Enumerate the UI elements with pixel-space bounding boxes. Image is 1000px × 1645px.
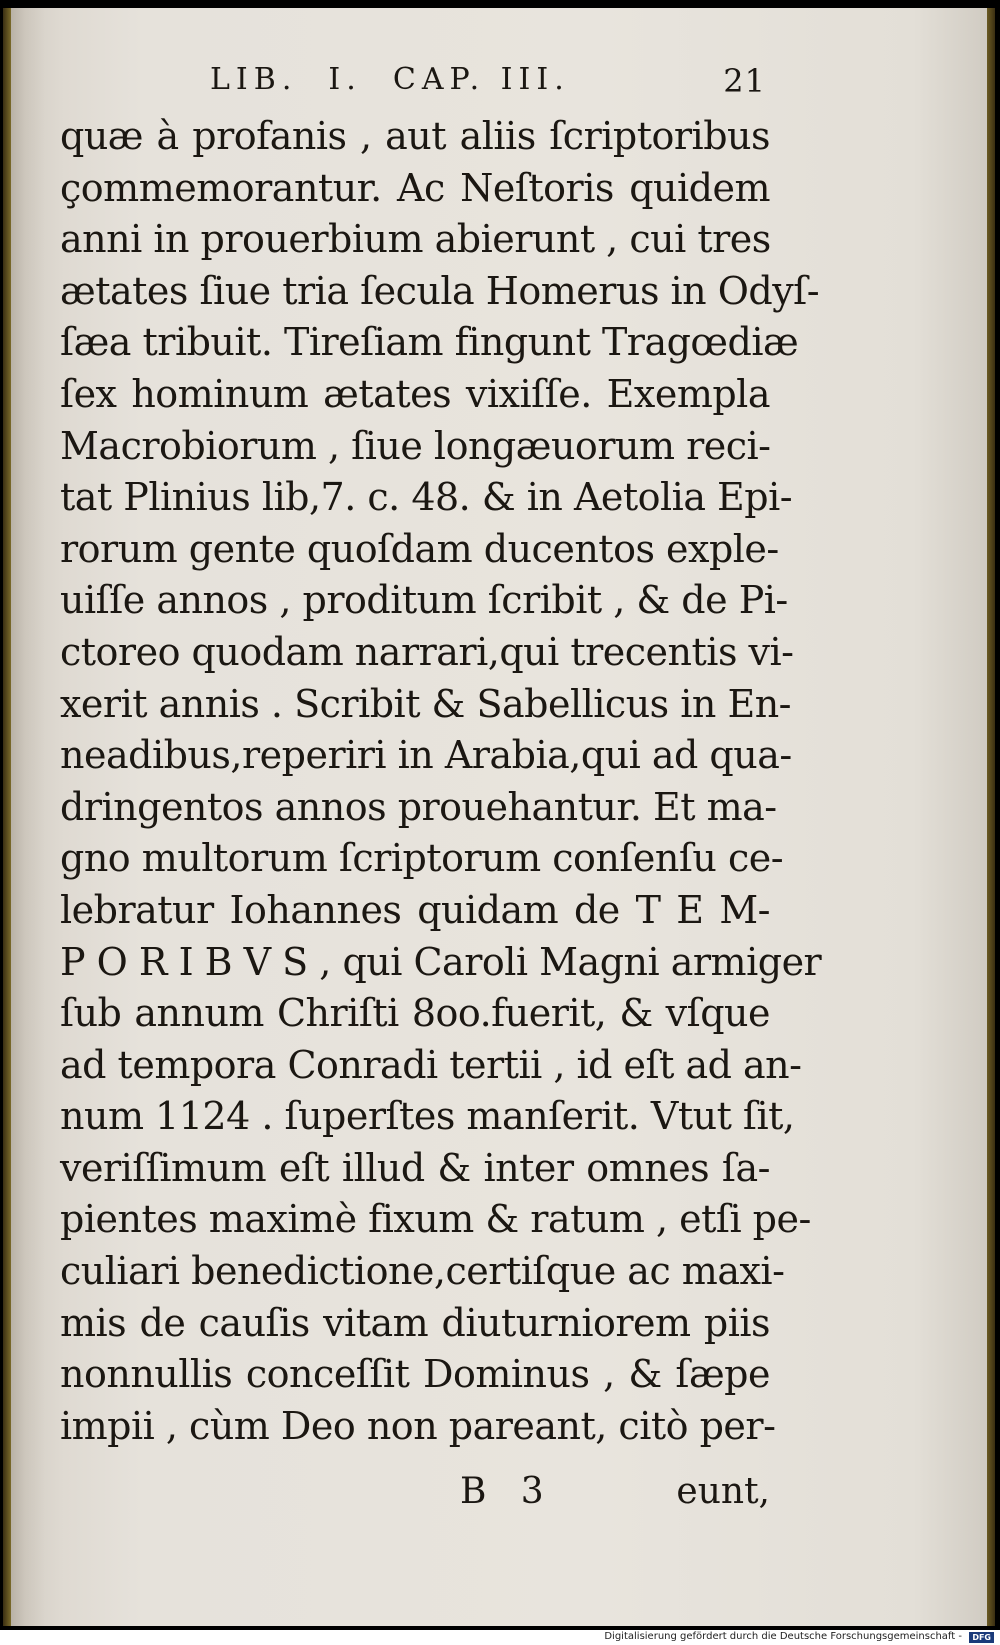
text-line: ſex hominum ætates vixiſſe. Exempla <box>60 371 770 416</box>
text-line: dringentos annos prouehantur. Et ma- <box>60 784 777 829</box>
page-footer <box>60 1471 770 1521</box>
catchword: eunt, <box>676 1471 770 1512</box>
text-line: lebratur Iohannes quidam de T E M- <box>60 887 770 932</box>
text-line: ad tempora Conradi tertii , id eſt ad an- <box>60 1042 802 1087</box>
dfg-logo: DFG <box>969 1632 994 1643</box>
body-text <box>60 111 822 1452</box>
text-line: anni in prouerbium abierunt , cui tres <box>60 217 771 262</box>
running-head <box>60 56 770 106</box>
text-line: culiari benedictione,certiſque ac maxi- <box>60 1249 785 1294</box>
text-line: pientes maximè fixum & ratum , etſi pe- <box>60 1197 811 1242</box>
text-line: Macrobiorum , ſiue longæuorum reci- <box>60 423 771 468</box>
text-line: P O R I B V S , qui Caroli Magni armiger <box>60 939 822 984</box>
text-line: ctoreo quodam narrari,qui trecentis vi- <box>60 629 794 674</box>
book-page <box>5 8 993 1626</box>
text-line: tat Plinius lib,7. c. 48. & in Aetolia Epi- <box>60 475 793 520</box>
text-line: xerit annis . Scribit & Sabellicus in En- <box>60 681 792 726</box>
text-line: quæ à profanis , aut aliis ſcriptoribus <box>60 114 770 158</box>
running-title: LIB. I. CAP. III. <box>210 62 570 97</box>
text-line: mis de cauſis vitam diuturniorem piis <box>60 1300 770 1345</box>
text-line: uiſſe annos , proditum ſcribit , & de Pi- <box>60 578 788 623</box>
text-line: impii , cùm Deo non pareant, citò per- <box>60 1403 776 1448</box>
text-line: num 1124 . ſuperſtes manſerit. Vtut ſit, <box>60 1094 795 1139</box>
text-line: ſæa tribuit. Tireſiam fingunt Tragœdiæ <box>60 320 799 365</box>
right-page-edge <box>987 8 995 1626</box>
text-line: neadibus,reperiri in Arabia,qui ad qua- <box>60 733 792 778</box>
page-number: 21 <box>723 62 766 100</box>
text-line: ſub annum Chriſti 8oo.fuerit, & vſque <box>60 991 770 1036</box>
attribution-bar <box>0 1630 1000 1645</box>
signature-mark: B 3 <box>460 1471 544 1512</box>
text-line: çommemorantur. Ac Neſtoris quidem <box>60 165 770 210</box>
left-page-edge <box>3 8 11 1626</box>
text-line: ætates ſiue tria ſecula Homerus in Odyſ- <box>60 268 820 313</box>
attribution-text: Digitalisierung gefördert durch die Deutsche Forschungsgemeinschaft - <box>604 1631 962 1642</box>
text-line: veriſſimum eſt illud & inter omnes ſa- <box>60 1145 770 1190</box>
printed-text-area <box>60 56 822 1512</box>
text-line: gno multorum ſcriptorum conſenſu ce- <box>60 836 784 881</box>
text-line: nonnullis conceſſit Dominus , & ſæpe <box>60 1352 770 1397</box>
text-line: rorum gente quoſdam ducentos exple- <box>60 526 779 571</box>
